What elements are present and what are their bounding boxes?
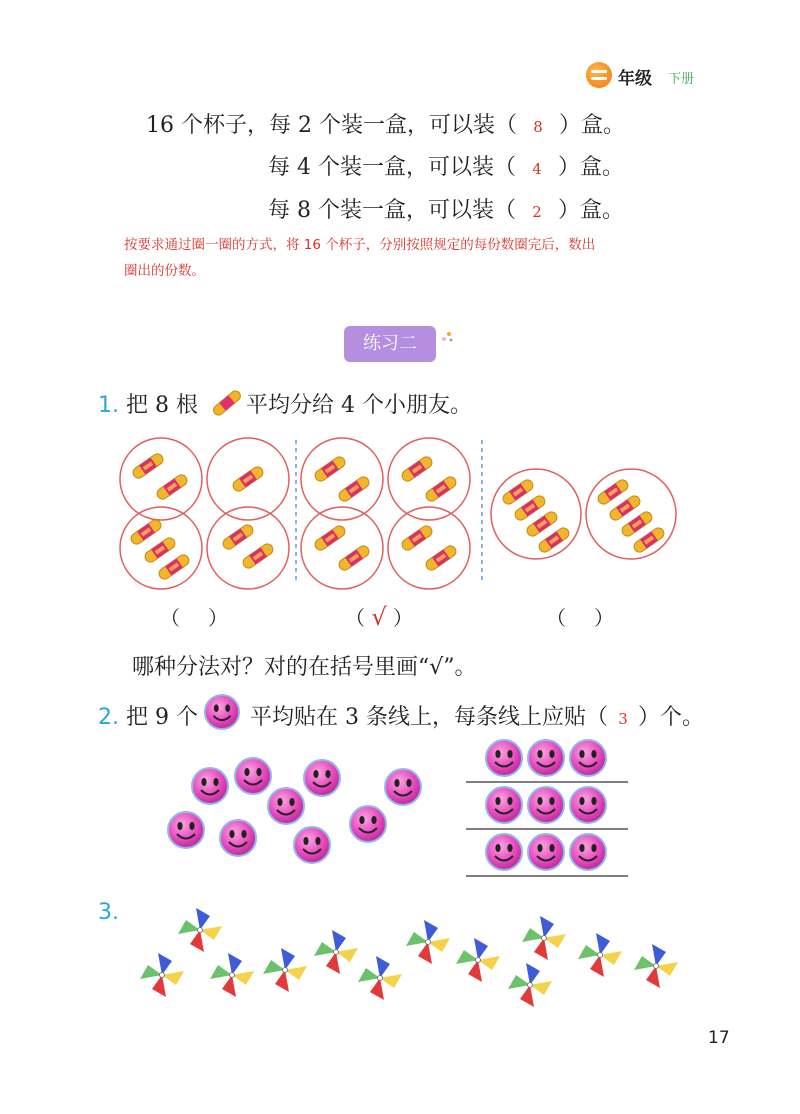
line3-answer: 2 [532, 203, 542, 221]
q1-text-a: 把 8 根 [126, 393, 198, 418]
line2-answer: 4 [532, 160, 542, 178]
option-3-open: （ [546, 606, 566, 630]
line2-prefix: 每 4 个装一盒，可以装（ [268, 155, 516, 180]
option-2-mark: √ [371, 603, 387, 631]
line3-prefix: 每 8 个装一盒，可以装（ [268, 198, 516, 223]
option-2-close: ） [393, 606, 413, 630]
option-2-open: （ [345, 606, 365, 630]
q2-answer: 3 [618, 710, 628, 728]
option-1-close: ） [208, 606, 228, 630]
q2-number: 2. [98, 705, 119, 730]
q2-text-b: 平均贴在 3 条线上，每条线上应贴（ [249, 705, 608, 730]
option-1-open: （ [160, 606, 180, 630]
note-line-1: 按要求通过圈一圈的方式，将 16 个杯子，分别按照规定的每份数圈完后，数出 [124, 237, 596, 253]
section-title: 练习二 [344, 326, 436, 362]
grade-sub-label: 下册 [668, 72, 695, 87]
line3-suffix: ）盒。 [557, 198, 624, 223]
grade-label: 年级 [618, 69, 652, 89]
q1-text-b: 平均分给 4 个小朋友。 [245, 393, 472, 418]
q3-number: 3. [98, 900, 119, 925]
line1-answer: 8 [533, 118, 543, 136]
q2-text-c: ）个。 [637, 705, 704, 730]
note-line-2: 圈出的份数。 [124, 263, 205, 279]
line1-prefix: 16 个杯子，每 2 个装一盒，可以装（ [146, 113, 517, 138]
option-3-close: ） [594, 606, 614, 630]
q2-text-a: 把 9 个 [126, 705, 198, 730]
page-number: 17 [708, 1028, 730, 1048]
q1-number: 1. [98, 393, 119, 418]
q1-prompt: 哪种分法对？对的在括号里画“√”。 [132, 655, 477, 680]
line1-suffix: ）盒。 [558, 113, 625, 138]
line2-suffix: ）盒。 [557, 155, 624, 180]
